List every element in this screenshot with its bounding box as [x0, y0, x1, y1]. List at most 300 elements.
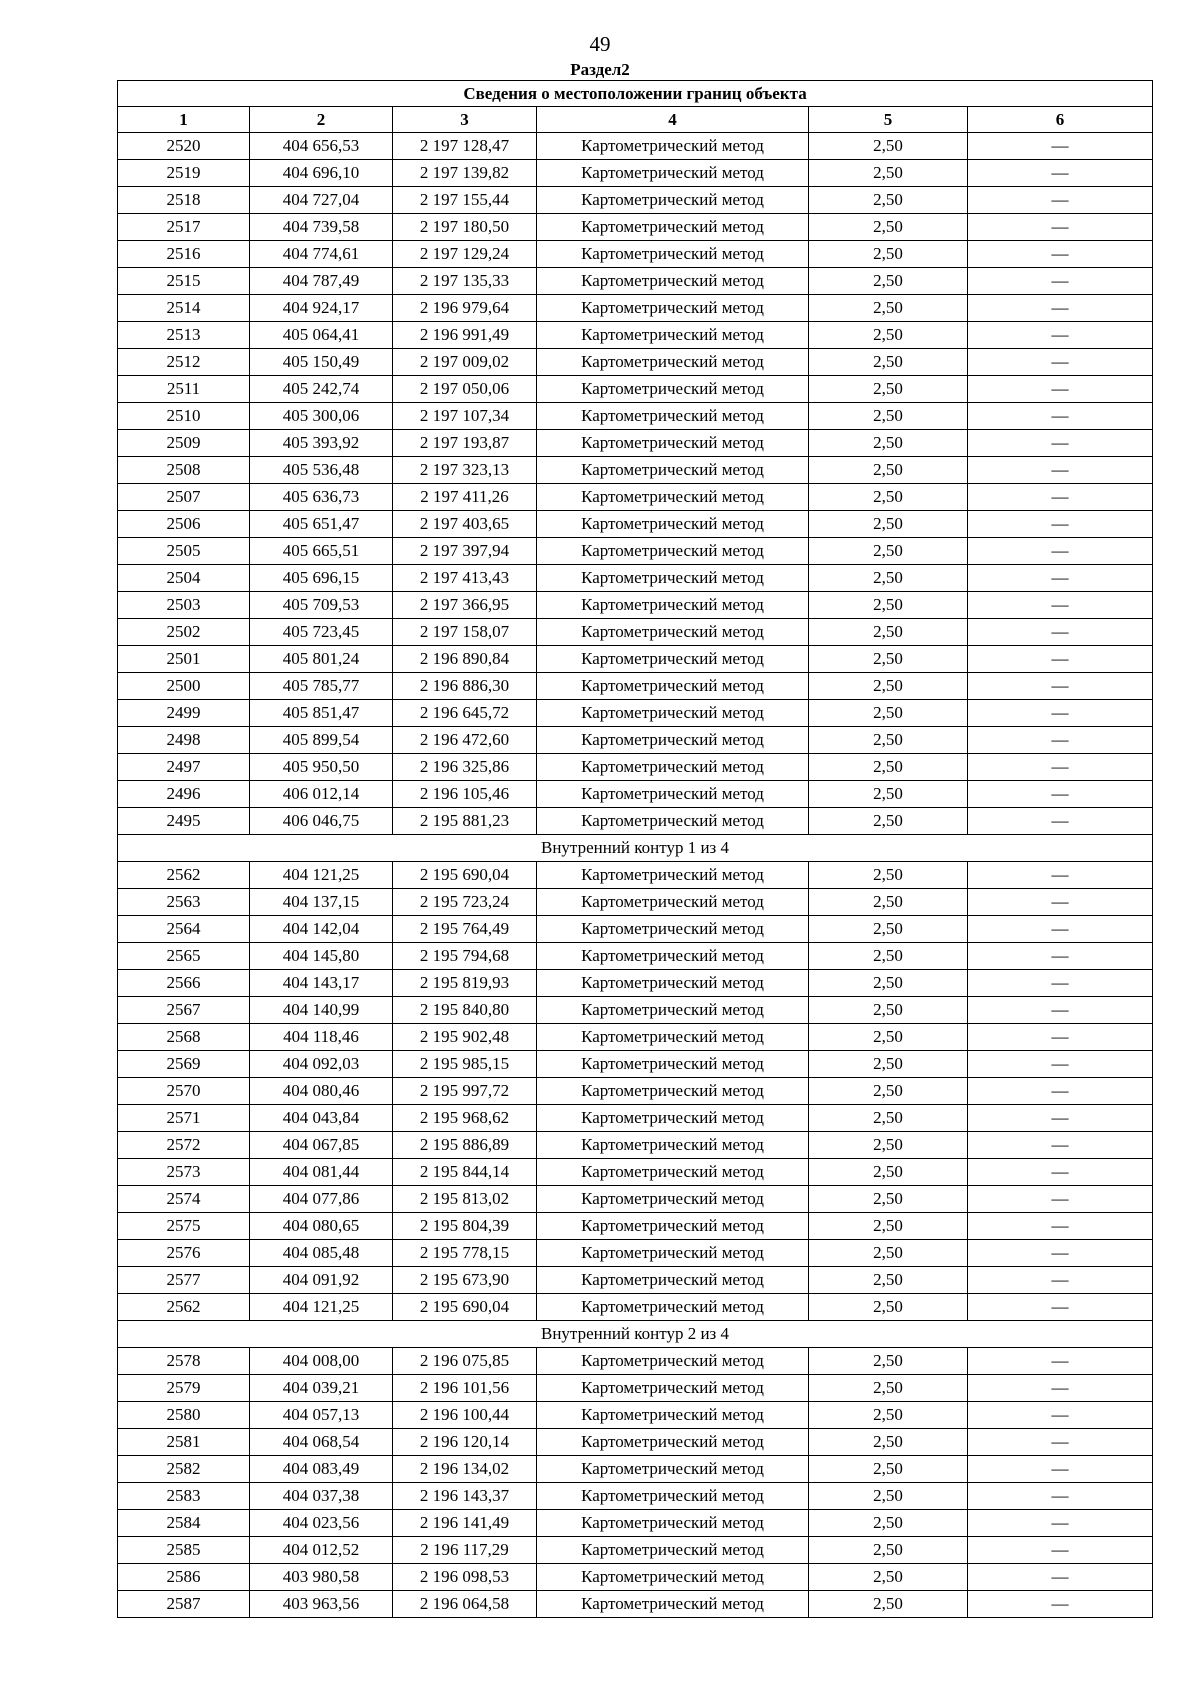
table-cell: 2564: [118, 916, 250, 943]
table-cell: 2573: [118, 1159, 250, 1186]
table-cell: 2,50: [809, 187, 968, 214]
table-cell: 406 012,14: [250, 781, 393, 808]
table-cell: 2 195 673,90: [393, 1267, 537, 1294]
table-cell: Картометрический метод: [537, 997, 809, 1024]
table-cell: —: [968, 1294, 1153, 1321]
table-cell: Картометрический метод: [537, 1186, 809, 1213]
table-cell: 2503: [118, 592, 250, 619]
table-cell: Картометрический метод: [537, 1105, 809, 1132]
table-cell: —: [968, 241, 1153, 268]
table-cell: 2567: [118, 997, 250, 1024]
table-cell: 405 851,47: [250, 700, 393, 727]
table-cell: 2509: [118, 430, 250, 457]
table-cell: 2508: [118, 457, 250, 484]
table-cell: 2,50: [809, 1348, 968, 1375]
table-cell: Картометрический метод: [537, 1510, 809, 1537]
table-row: [118, 484, 1153, 511]
table-cell: 2,50: [809, 970, 968, 997]
table-cell: 2,50: [809, 538, 968, 565]
table-cell: 2 196 098,53: [393, 1564, 537, 1591]
table-cell: 404 023,56: [250, 1510, 393, 1537]
table-cell: 2 197 050,06: [393, 376, 537, 403]
table-cell: Картометрический метод: [537, 430, 809, 457]
table-cell: 404 043,84: [250, 1105, 393, 1132]
table-row: [118, 1591, 1153, 1618]
table-cell: 2 197 135,33: [393, 268, 537, 295]
table-row: [118, 808, 1153, 835]
table-cell: 404 121,25: [250, 1294, 393, 1321]
table-cell: 2 196 886,30: [393, 673, 537, 700]
table-cell: 405 709,53: [250, 592, 393, 619]
table-row: [118, 1510, 1153, 1537]
table-cell: —: [968, 673, 1153, 700]
table-cell: 2 195 968,62: [393, 1105, 537, 1132]
table-cell: 2581: [118, 1429, 250, 1456]
table-cell: 2579: [118, 1375, 250, 1402]
table-cell: —: [968, 943, 1153, 970]
table-cell: —: [968, 646, 1153, 673]
table-cell: 2 195 985,15: [393, 1051, 537, 1078]
table-cell: 2510: [118, 403, 250, 430]
table-row: [118, 862, 1153, 889]
table-cell: 405 651,47: [250, 511, 393, 538]
table-cell: 2,50: [809, 1402, 968, 1429]
table-cell: 2,50: [809, 1591, 968, 1618]
table-cell: —: [968, 1186, 1153, 1213]
table-cell: 2,50: [809, 862, 968, 889]
table-row: [118, 214, 1153, 241]
table-cell: 2 197 193,87: [393, 430, 537, 457]
table-cell: 2,50: [809, 484, 968, 511]
table-cell: —: [968, 1240, 1153, 1267]
table-cell: 2,50: [809, 349, 968, 376]
table-cell: 2499: [118, 700, 250, 727]
table-cell: 2,50: [809, 619, 968, 646]
table-cell: 2 197 411,26: [393, 484, 537, 511]
table-cell: 2 196 143,37: [393, 1483, 537, 1510]
table-cell: 2 196 101,56: [393, 1375, 537, 1402]
table-cell: 2563: [118, 889, 250, 916]
table-cell: 2 195 813,02: [393, 1186, 537, 1213]
table-cell: —: [968, 1510, 1153, 1537]
table-cell: 2586: [118, 1564, 250, 1591]
table-cell: Картометрический метод: [537, 322, 809, 349]
table-cell: 2,50: [809, 376, 968, 403]
table-cell: Картометрический метод: [537, 862, 809, 889]
table-cell: Картометрический метод: [537, 187, 809, 214]
table-cell: 405 696,15: [250, 565, 393, 592]
table-cell: 404 083,49: [250, 1456, 393, 1483]
table-cell: 2562: [118, 862, 250, 889]
table-title: Сведения о местоположении границ объекта: [118, 81, 1153, 107]
table-cell: 404 145,80: [250, 943, 393, 970]
table-cell: 2,50: [809, 1537, 968, 1564]
table-cell: Картометрический метод: [537, 1402, 809, 1429]
table-cell: Картометрический метод: [537, 457, 809, 484]
table-cell: Картометрический метод: [537, 1456, 809, 1483]
table-cell: 2514: [118, 295, 250, 322]
contour-label-row: [118, 835, 1153, 862]
table-cell: 2,50: [809, 160, 968, 187]
table-cell: —: [968, 916, 1153, 943]
table-cell: —: [968, 1483, 1153, 1510]
table-row: [118, 538, 1153, 565]
table-row: [118, 1105, 1153, 1132]
table-cell: 2506: [118, 511, 250, 538]
table-row: [118, 700, 1153, 727]
table-cell: 404 077,86: [250, 1186, 393, 1213]
table-cell: 2519: [118, 160, 250, 187]
table-cell: 2512: [118, 349, 250, 376]
table-cell: —: [968, 700, 1153, 727]
table-cell: 2,50: [809, 1024, 968, 1051]
table-cell: Картометрический метод: [537, 781, 809, 808]
table-cell: 405 300,06: [250, 403, 393, 430]
table-cell: —: [968, 1051, 1153, 1078]
table-cell: 404 696,10: [250, 160, 393, 187]
table-cell: Картометрический метод: [537, 1294, 809, 1321]
table-cell: 2 196 645,72: [393, 700, 537, 727]
table-cell: Картометрический метод: [537, 592, 809, 619]
table-cell: 403 963,56: [250, 1591, 393, 1618]
table-cell: 404 091,92: [250, 1267, 393, 1294]
table-cell: 2 195 819,93: [393, 970, 537, 997]
table-row: [118, 1429, 1153, 1456]
table-row: [118, 781, 1153, 808]
table-cell: 2,50: [809, 1267, 968, 1294]
table-cell: 2 195 886,89: [393, 1132, 537, 1159]
table-cell: Картометрический метод: [537, 133, 809, 160]
table-cell: 2,50: [809, 1051, 968, 1078]
table-cell: Картометрический метод: [537, 1348, 809, 1375]
table-cell: —: [968, 1348, 1153, 1375]
table-row: [118, 646, 1153, 673]
table-row: [118, 727, 1153, 754]
column-header: 4: [537, 107, 809, 133]
table-cell: 2 195 794,68: [393, 943, 537, 970]
table-cell: —: [968, 1132, 1153, 1159]
table-cell: 2571: [118, 1105, 250, 1132]
table-cell: 2,50: [809, 700, 968, 727]
table-cell: 404 121,25: [250, 862, 393, 889]
table-cell: —: [968, 1375, 1153, 1402]
table-row: [118, 970, 1153, 997]
table-cell: Картометрический метод: [537, 673, 809, 700]
boundary-coordinates-table: [117, 80, 1153, 1618]
table-cell: Картометрический метод: [537, 1591, 809, 1618]
table-cell: 2,50: [809, 1294, 968, 1321]
table-cell: Картометрический метод: [537, 1267, 809, 1294]
table-cell: 405 064,41: [250, 322, 393, 349]
table-cell: —: [968, 214, 1153, 241]
table-cell: 404 080,65: [250, 1213, 393, 1240]
column-header: 1: [118, 107, 250, 133]
table-cell: —: [968, 295, 1153, 322]
table-row: [118, 511, 1153, 538]
table-cell: —: [968, 511, 1153, 538]
table-cell: 2,50: [809, 1186, 968, 1213]
table-cell: 404 057,13: [250, 1402, 393, 1429]
table-cell: Картометрический метод: [537, 241, 809, 268]
table-row: [118, 1564, 1153, 1591]
table-body: [118, 133, 1153, 1618]
table-cell: 2,50: [809, 214, 968, 241]
table-row: [118, 133, 1153, 160]
table-cell: —: [968, 970, 1153, 997]
table-cell: Картометрический метод: [537, 1537, 809, 1564]
table-cell: Картометрический метод: [537, 1240, 809, 1267]
table-row: [118, 295, 1153, 322]
column-header: 6: [968, 107, 1153, 133]
table-cell: Картометрический метод: [537, 1375, 809, 1402]
table-cell: —: [968, 376, 1153, 403]
table-cell: 2568: [118, 1024, 250, 1051]
table-cell: —: [968, 1591, 1153, 1618]
table-cell: 2 195 804,39: [393, 1213, 537, 1240]
table-cell: —: [968, 538, 1153, 565]
table-cell: 2,50: [809, 1510, 968, 1537]
table-cell: Картометрический метод: [537, 808, 809, 835]
table-cell: 2 196 325,86: [393, 754, 537, 781]
table-row: [118, 592, 1153, 619]
table-cell: 2,50: [809, 322, 968, 349]
table-cell: 2565: [118, 943, 250, 970]
table-cell: —: [968, 565, 1153, 592]
table-cell: Картометрический метод: [537, 268, 809, 295]
table-cell: 2576: [118, 1240, 250, 1267]
table-row: [118, 322, 1153, 349]
table-cell: —: [968, 1456, 1153, 1483]
table-cell: 405 242,74: [250, 376, 393, 403]
table-row: [118, 1078, 1153, 1105]
table-cell: 404 068,54: [250, 1429, 393, 1456]
table-cell: 2584: [118, 1510, 250, 1537]
table-cell: 2574: [118, 1186, 250, 1213]
table-cell: Картометрический метод: [537, 916, 809, 943]
table-cell: 405 950,50: [250, 754, 393, 781]
table-cell: 404 142,04: [250, 916, 393, 943]
table-cell: 2 197 009,02: [393, 349, 537, 376]
table-cell: Картометрический метод: [537, 646, 809, 673]
table-cell: 2,50: [809, 1456, 968, 1483]
table-cell: 2502: [118, 619, 250, 646]
table-row: [118, 1483, 1153, 1510]
table-cell: 404 727,04: [250, 187, 393, 214]
table-cell: —: [968, 727, 1153, 754]
table-row: [118, 403, 1153, 430]
table-row: [118, 1213, 1153, 1240]
table-cell: 2,50: [809, 1483, 968, 1510]
table-cell: 2,50: [809, 754, 968, 781]
table-cell: —: [968, 457, 1153, 484]
table-cell: —: [968, 754, 1153, 781]
table-cell: 2,50: [809, 1429, 968, 1456]
table-cell: —: [968, 781, 1153, 808]
table-cell: —: [968, 322, 1153, 349]
table-cell: 2 197 129,24: [393, 241, 537, 268]
table-cell: 2 197 413,43: [393, 565, 537, 592]
table-cell: 405 393,92: [250, 430, 393, 457]
table-cell: 2,50: [809, 1375, 968, 1402]
table-cell: 2,50: [809, 511, 968, 538]
table-cell: Картометрический метод: [537, 754, 809, 781]
column-header: 3: [393, 107, 537, 133]
table-row: [118, 160, 1153, 187]
table-cell: 2,50: [809, 295, 968, 322]
table-cell: Картометрический метод: [537, 295, 809, 322]
table-row: [118, 1051, 1153, 1078]
table-row: [118, 241, 1153, 268]
table-cell: 2517: [118, 214, 250, 241]
table-cell: 2,50: [809, 727, 968, 754]
table-cell: 405 636,73: [250, 484, 393, 511]
table-cell: 404 739,58: [250, 214, 393, 241]
table-cell: 405 665,51: [250, 538, 393, 565]
table-cell: 2518: [118, 187, 250, 214]
table-row: [118, 1024, 1153, 1051]
table-cell: 404 092,03: [250, 1051, 393, 1078]
table-cell: Картометрический метод: [537, 160, 809, 187]
table-cell: 404 656,53: [250, 133, 393, 160]
table-cell: —: [968, 268, 1153, 295]
table-cell: 2497: [118, 754, 250, 781]
table-cell: Картометрический метод: [537, 1051, 809, 1078]
table-cell: Картометрический метод: [537, 376, 809, 403]
table-cell: 2,50: [809, 997, 968, 1024]
table-cell: Картометрический метод: [537, 727, 809, 754]
table-cell: 2501: [118, 646, 250, 673]
table-cell: —: [968, 592, 1153, 619]
table-cell: —: [968, 484, 1153, 511]
table-row: [118, 916, 1153, 943]
table-cell: Картометрический метод: [537, 1078, 809, 1105]
table-row: [118, 1186, 1153, 1213]
table-cell: Картометрический метод: [537, 214, 809, 241]
table-cell: —: [968, 1105, 1153, 1132]
table-cell: 2,50: [809, 592, 968, 619]
table-cell: 2 196 117,29: [393, 1537, 537, 1564]
table-cell: 2 196 890,84: [393, 646, 537, 673]
table-cell: 2,50: [809, 241, 968, 268]
table-row: [118, 349, 1153, 376]
table-cell: 2498: [118, 727, 250, 754]
table-cell: —: [968, 349, 1153, 376]
table-cell: —: [968, 187, 1153, 214]
table-cell: 2520: [118, 133, 250, 160]
column-header: 2: [250, 107, 393, 133]
table-cell: 405 801,24: [250, 646, 393, 673]
table-cell: —: [968, 619, 1153, 646]
table-cell: Картометрический метод: [537, 889, 809, 916]
table-cell: 2 197 155,44: [393, 187, 537, 214]
table-cell: —: [968, 1024, 1153, 1051]
table-row: [118, 673, 1153, 700]
table-cell: 2562: [118, 1294, 250, 1321]
table-cell: 2,50: [809, 889, 968, 916]
table-cell: —: [968, 133, 1153, 160]
table-cell: Картометрический метод: [537, 1024, 809, 1051]
table-cell: 2 196 075,85: [393, 1348, 537, 1375]
table-cell: 404 081,44: [250, 1159, 393, 1186]
table-cell: 404 118,46: [250, 1024, 393, 1051]
table-cell: 2,50: [809, 133, 968, 160]
table-cell: 2577: [118, 1267, 250, 1294]
table-row: [118, 1375, 1153, 1402]
table-cell: 2 196 991,49: [393, 322, 537, 349]
table-cell: 2,50: [809, 1213, 968, 1240]
table-cell: 2504: [118, 565, 250, 592]
table-cell: 2,50: [809, 1132, 968, 1159]
table-cell: 2575: [118, 1213, 250, 1240]
table-row: [118, 376, 1153, 403]
table-cell: 2582: [118, 1456, 250, 1483]
table-row: [118, 457, 1153, 484]
table-cell: 2 195 902,48: [393, 1024, 537, 1051]
contour-label: Внутренний контур 2 из 4: [118, 1321, 1153, 1348]
section-label: Раздел2: [570, 60, 630, 79]
table-cell: 2 195 840,80: [393, 997, 537, 1024]
table-cell: 405 723,45: [250, 619, 393, 646]
table-cell: 2 196 134,02: [393, 1456, 537, 1483]
table-cell: 2 195 723,24: [393, 889, 537, 916]
table-row: [118, 1537, 1153, 1564]
table-cell: 405 150,49: [250, 349, 393, 376]
table-cell: 404 143,17: [250, 970, 393, 997]
table-cell: 405 785,77: [250, 673, 393, 700]
table-cell: 2507: [118, 484, 250, 511]
table-cell: 404 787,49: [250, 268, 393, 295]
table-cell: 2513: [118, 322, 250, 349]
table-cell: 2,50: [809, 1159, 968, 1186]
table-cell: 2 195 690,04: [393, 1294, 537, 1321]
table-cell: 2 196 120,14: [393, 1429, 537, 1456]
table-cell: 2 196 141,49: [393, 1510, 537, 1537]
table-cell: 2,50: [809, 565, 968, 592]
table-cell: 2,50: [809, 430, 968, 457]
table-cell: Картометрический метод: [537, 1429, 809, 1456]
table-cell: —: [968, 1213, 1153, 1240]
table-cell: 404 067,85: [250, 1132, 393, 1159]
table-cell: 2,50: [809, 808, 968, 835]
table-row: [118, 1267, 1153, 1294]
table-cell: 2 197 180,50: [393, 214, 537, 241]
table-cell: —: [968, 1402, 1153, 1429]
table-cell: 2 197 158,07: [393, 619, 537, 646]
table-cell: 2,50: [809, 943, 968, 970]
table-cell: 405 536,48: [250, 457, 393, 484]
table-cell: —: [968, 1537, 1153, 1564]
table-cell: 403 980,58: [250, 1564, 393, 1591]
contour-label: Внутренний контур 1 из 4: [118, 835, 1153, 862]
table-cell: 2583: [118, 1483, 250, 1510]
table-row: [118, 1159, 1153, 1186]
table-cell: 2 196 100,44: [393, 1402, 537, 1429]
table-cell: 2 197 107,34: [393, 403, 537, 430]
table-cell: 404 924,17: [250, 295, 393, 322]
table-cell: 2,50: [809, 916, 968, 943]
table-cell: —: [968, 1564, 1153, 1591]
table-cell: Картометрический метод: [537, 1159, 809, 1186]
table-cell: 404 137,15: [250, 889, 393, 916]
table-cell: 2 197 128,47: [393, 133, 537, 160]
table-cell: 2 197 397,94: [393, 538, 537, 565]
table-cell: 2587: [118, 1591, 250, 1618]
table-cell: 2,50: [809, 1564, 968, 1591]
table-cell: 2578: [118, 1348, 250, 1375]
table-cell: —: [968, 1429, 1153, 1456]
column-header: 5: [809, 107, 968, 133]
table-cell: 2511: [118, 376, 250, 403]
